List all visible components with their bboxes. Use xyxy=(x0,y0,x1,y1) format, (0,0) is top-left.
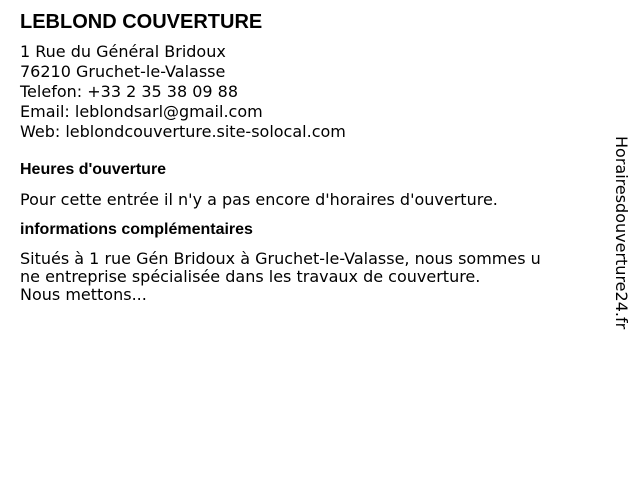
email-line: Email: leblondsarl@gmail.com xyxy=(20,102,263,121)
opening-hours-text: Pour cette entrée il n'y a pas encore d'horaires d'ouverture. xyxy=(20,190,498,209)
contact-block xyxy=(20,42,592,142)
opening-hours-heading: Heures d'ouverture xyxy=(20,161,167,178)
business-card xyxy=(20,10,592,304)
business-name: LEBLOND COUVERTURE xyxy=(20,11,263,33)
site-watermark-text: Horairesdouverture24.fr xyxy=(612,136,631,330)
postal-city: 76210 Gruchet-le-Valasse xyxy=(20,62,226,81)
street-address: 1 Rue du Général Bridoux xyxy=(20,42,226,61)
phone-line: Telefon: +33 2 35 38 09 88 xyxy=(20,82,239,101)
site-watermark xyxy=(611,136,631,344)
website-line: Web: leblondcouverture.site-solocal.com xyxy=(20,122,346,141)
additional-info-text xyxy=(20,250,592,304)
info-line-1: Situés à 1 rue Gén Bridoux à Gruchet-le-Valasse, nous sommes u xyxy=(20,249,541,268)
info-line-3: Nous mettons... xyxy=(20,285,147,304)
additional-info-heading: informations complémentaires xyxy=(20,221,253,238)
info-line-2: ne entreprise spécialisée dans les travaux de couverture. xyxy=(20,267,481,286)
